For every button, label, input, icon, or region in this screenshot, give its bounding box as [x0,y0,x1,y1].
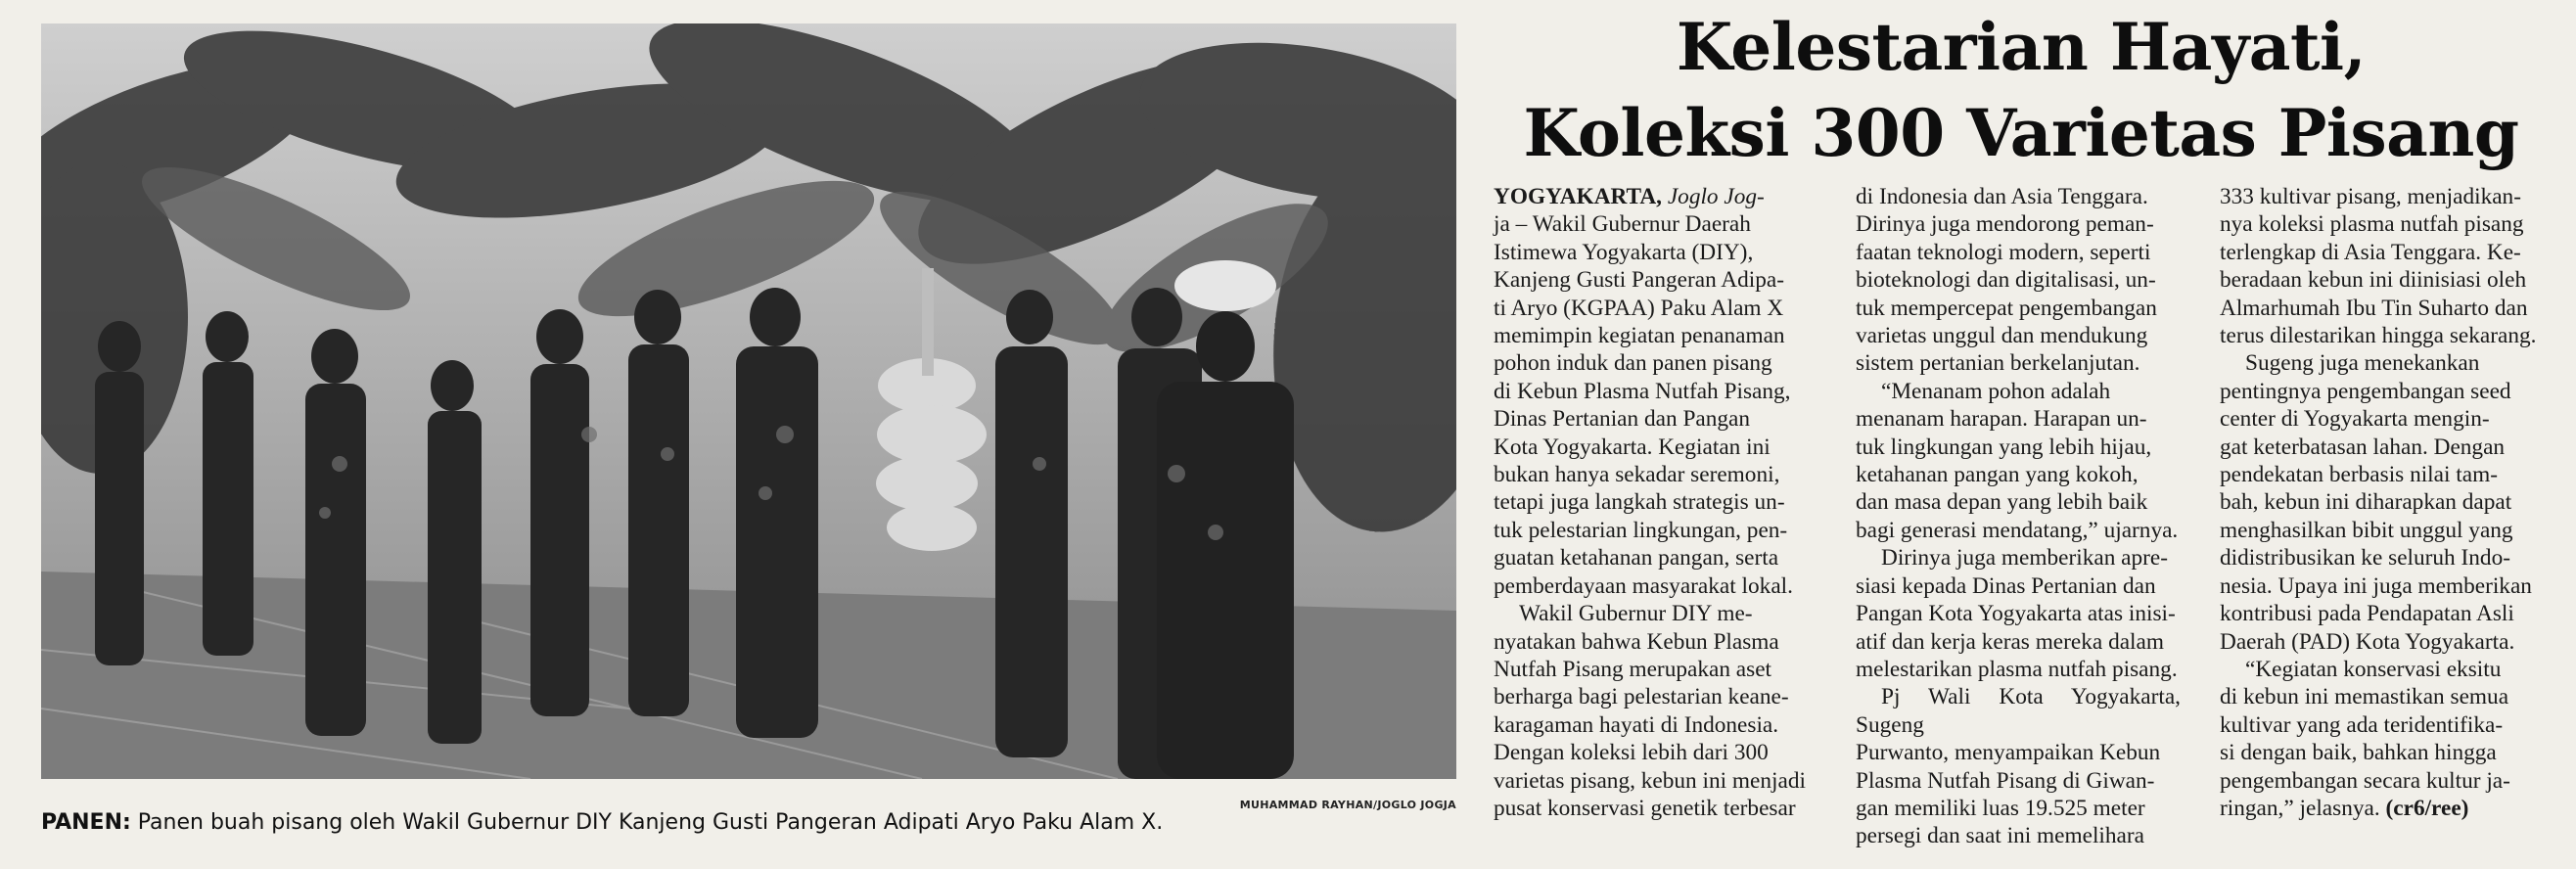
dateline: YOGYAKARTA, [1494,184,1662,209]
text-line: 333 kultivar pisang, menjadikan- [2220,184,2521,209]
text-line: bagi generasi mendatang,” ujarnya. [1856,517,2179,543]
text-line: persegi dan saat ini memelihara [1856,823,2144,849]
text-line: Pangan Kota Yogyakarta atas inisi- [1856,601,2176,627]
text-line: Nutfah Pisang merupakan aset [1494,656,1772,682]
text-line: di Indonesia dan Asia Tenggara. [1856,184,2148,209]
author-signature: (cr6/ree) [2385,795,2469,821]
text-line: Purwanto, menyampaikan Kebun [1856,740,2161,766]
text-line: sistem pertanian berkelanjutan. [1856,350,2140,377]
article-column-1 [1494,183,1818,822]
last-line [2220,795,2545,822]
text-line: terus dilestarikan hingga sekarang. [2220,323,2537,349]
text-line: “Kegiatan konservasi eksitu [2245,656,2502,682]
text-line: si dengan baik, bahkan hingga [2220,740,2497,766]
headline-line-2: Koleksi 300 Varietas Pisang [1523,95,2519,171]
text-line: tuk mempercepat pengembangan [1856,295,2157,321]
text-line: center di Yogyakarta mengin- [2220,406,2490,433]
headline [1478,4,2564,176]
text-line: nya koleksi plasma nutfah pisang [2220,211,2524,238]
text-line: bioteknologi dan digitalisasi, un- [1856,267,2156,294]
text-line: beradaan kebun ini diinisiasi oleh [2220,267,2527,294]
dateline-line [1494,183,1818,210]
text-line: nyatakan bahwa Kebun Plasma [1494,628,1779,655]
text-line: Pj Wali Kota Yogyakarta, Sugeng [1856,684,2181,738]
text-line: Dinas Pertanian dan Pangan [1494,406,1751,433]
text-line: menghasilkan bibit unggul yang [2220,517,2513,543]
text-line: tetapi juga langkah strategis un- [1494,489,1785,516]
caption-label: PANEN: [41,810,131,835]
text-line: Plasma Nutfah Pisang di Giwan- [1856,767,2155,794]
text-line: tuk pelestarian lingkungan, pen- [1494,517,1788,543]
text-line: pentingnya pengembangan seed [2220,378,2511,404]
text-line: menanam harapan. Harapan un- [1856,406,2147,433]
text-line: berharga bagi pelestarian keane- [1494,684,1789,710]
article-column-3 [2220,183,2545,822]
text-line: pohon induk dan panen pisang [1494,350,1772,377]
text-line: Dirinya juga mendorong peman- [1856,211,2154,238]
text-line: Kanjeng Gusti Pangeran Adipa- [1494,267,1784,294]
text-line: di kebun ini memastikan semua [2220,684,2509,710]
text-line: kontribusi pada Pendapatan Asli [2220,601,2514,627]
photo-illustration [41,23,1456,779]
text-line: di Kebun Plasma Nutfah Pisang, [1494,378,1791,404]
text-line: melestarikan plasma nutfah pisang. [1856,656,2178,682]
text-line: bukan hanya sekadar seremoni, [1494,462,1780,488]
text-line: memimpin kegiatan penanaman [1494,323,1785,349]
source-name: Joglo Jog- [1662,184,1765,209]
text-line: gan memiliki luas 19.525 meter [1856,795,2145,821]
headline-line-1: Kelestarian Hayati, [1676,9,2367,85]
article-column-2 [1856,183,2181,850]
text-line: pusat konservasi genetik terbesar [1494,795,1796,821]
text-line: Wakil Gubernur DIY me- [1519,601,1753,627]
text-line: pemberdayaan masyarakat lokal. [1494,572,1793,599]
text-line: karagaman hayati di Indonesia. [1494,711,1779,738]
text-line: pendekatan berbasis nilai tam- [2220,462,2498,488]
text-line: bah, kebun ini diharapkan dapat [2220,489,2512,516]
text-line: faatan teknologi modern, seperti [1856,239,2151,265]
text-line: Kota Yogyakarta. Kegiatan ini [1494,434,1771,460]
text-line: guatan ketahanan pangan, serta [1494,545,1779,572]
text-line: ketahanan pangan yang kokoh, [1856,462,2139,488]
photo-caption [41,810,1460,835]
text-line: didistribusikan ke seluruh Indo- [2220,545,2510,572]
text-line: atif dan kerja keras mereka dalam [1856,628,2164,655]
text-line: Daerah (PAD) Kota Yogyakarta. [2220,628,2515,655]
text-line: terlengkap di Asia Tenggara. Ke- [2220,239,2521,265]
text-line: ringan,” jelasnya. [2220,795,2380,821]
text-line: “Menanam pohon adalah [1881,378,2111,404]
text-line: ti Aryo (KGPAA) Paku Alam X [1494,295,1784,321]
text-line: varietas unggul dan mendukung [1856,323,2148,349]
photo-credit: MUHAMMAD RAYHAN/JOGLO JOGJA [1239,799,1456,811]
text-line: siasi kepada Dinas Pertanian dan [1856,572,2156,599]
text-line: kultivar yang ada teridentifika- [2220,711,2504,738]
text-line: Almarhumah Ibu Tin Suharto dan [2220,295,2528,321]
text-line: Dengan koleksi lebih dari 300 [1494,740,1769,766]
text-line: nesia. Upaya ini juga memberikan [2220,572,2532,599]
text-line: varietas pisang, kebun ini menjadi [1494,767,1806,794]
news-photo [41,23,1456,779]
text-line: Istimewa Yogyakarta (DIY), [1494,239,1754,265]
text-line: Dirinya juga memberikan apre- [1881,545,2169,572]
text-line: dan masa depan yang lebih baik [1856,489,2148,516]
caption-text: Panen buah pisang oleh Wakil Gubernur DIY Kanjeng Gusti Pangeran Adipati Aryo Paku Alam X. [130,810,1164,835]
text-line: Sugeng juga menekankan [2245,350,2480,377]
text-line: gat keterbatasan lahan. Dengan [2220,434,2506,460]
text-line: tuk lingkungan yang lebih hijau, [1856,434,2152,460]
text-line: ja – Wakil Gubernur Daerah [1494,211,1751,238]
text-line: pengembangan secara kultur ja- [2220,767,2510,794]
